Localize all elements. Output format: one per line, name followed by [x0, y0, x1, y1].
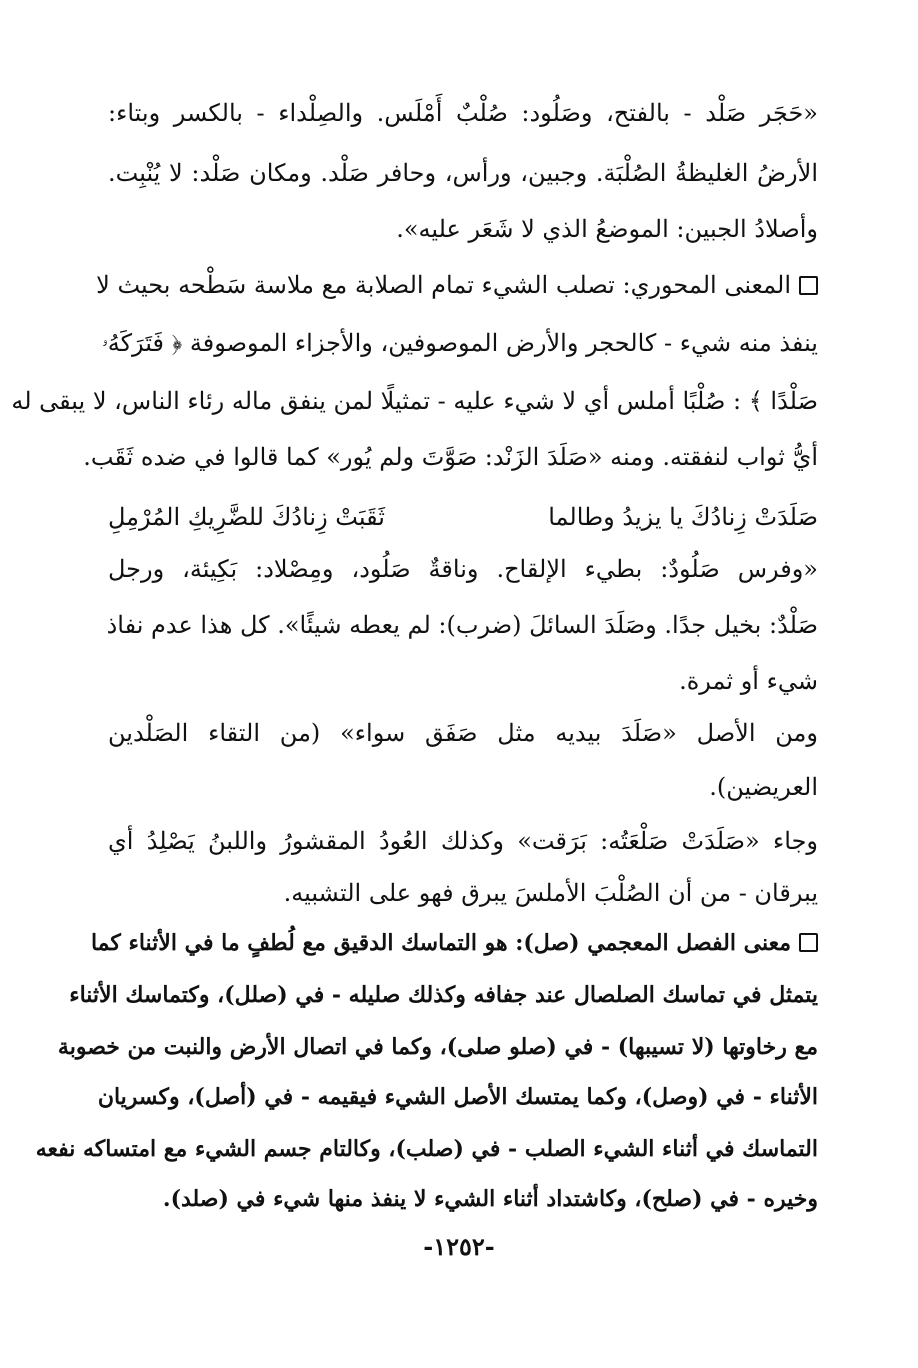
section-text: المعنى المحوري: تصلب الشيء تمام الصلابة مع ملاسة سَطْحه بحيث لا: [96, 271, 791, 299]
text-line: مع رخاوتها (لا تسيبها) - في (صلو صلى)، وكما في اتصال الأرض والنبت من خصوبة: [57, 1034, 818, 1060]
text-line: أيُّ ثواب لنفقته. ومنه «صَلَدَ الزَنْد: صَوَّتَ ولم يُور» كما قالوا في ضده ثَقَب.: [83, 443, 818, 471]
verse-first-hemistich: صَلَدَتْ زِنادُكَ يا يزيدُ وطالما: [548, 503, 818, 531]
text-line: وجاء «صَلَدَتْ صَلْعَتُه: بَرَقت» وكذلك العُودُ المقشورُ واللبنُ يَصْلِدُ أي: [108, 827, 818, 855]
text-line: شيء أو ثمرة.: [679, 667, 818, 695]
text-line: ينفذ منه شيء - كالحجر والأرض الموصوفين، والأجزاء الموصوفة ﴿ فَتَرَكَهُۥ: [101, 329, 818, 357]
text-line: [96, 268, 818, 302]
text-line: يتمثل في تماسك الصلصال عند جفافه وكذلك صليله - في (صلل)، وكتماسك الأثناء: [69, 982, 818, 1008]
checkbox-square-icon: [799, 933, 818, 952]
text-line: يبرقان - من أن الصُلْبَ الأملسَ يبرق فهو على التشبيه.: [283, 879, 818, 907]
page-number: -١٢٥٢-: [423, 1232, 495, 1261]
text-line: الأثناء - في (وصل)، وكما يمتسك الأصل الشيء فيقيمه - في (أصل)، وكسريان: [97, 1084, 818, 1110]
text-line: التماسك في أثناء الشيء الصلب - في (صلب)، وكالتام جسم الشيء مع امتساكه نفعه: [35, 1136, 818, 1162]
text-line: [90, 926, 818, 960]
text-line: «وفرس صَلُودٌ: بطيء الإلقاح. وناقةٌ صَلُود، ومِصْلاد: بَكِيئة، ورجل: [108, 555, 818, 583]
text-line: وأصلادُ الجبين: الموضعُ الذي لا شَعَر عليه».: [396, 215, 818, 243]
text-line: الأرضُ الغليظةُ الصُلْبَة. وجبين، ورأس، وحافر صَلْد. ومكان صَلْد: لا يُنْبِت.: [108, 159, 818, 187]
text-line: صَلْدًا ﴾ : صُلْبًا أملس أي لا شيء عليه - تمثيلًا لمن ينفق ماله رئاء الناس، لا يبقى له: [11, 387, 818, 415]
section-text: معنى الفصل المعجمي (صل): هو التماسك الدقيق مع لُطفٍ ما في الأثناء كما: [90, 930, 791, 956]
checkbox-square-icon: [799, 276, 818, 295]
text-line: صَلْدٌ: بخيل جدًا. وصَلَدَ السائلَ (ضرب): لم يعطه شيئًا». كل هذا عدم نفاذ: [106, 611, 818, 639]
verse-second-hemistich: ثَقَبَتْ زِنادُكَ للضَّرِيكِ المُرْمِلِ: [108, 503, 385, 531]
text-line: وخيره - في (صلح)، وكاشتداد أثناء الشيء لا ينفذ منها شيء في (صلد).: [162, 1186, 818, 1212]
text-line: «حَجَر صَلْد - بالفتح، وصَلُود: صُلْبٌ أَمْلَس. والصِلْداء - بالكسر وبتاء:: [108, 99, 818, 127]
text-line: ومن الأصل «صَلَدَ بيديه مثل صَفَق سواء» (من التقاء الصَلْدين: [108, 719, 818, 747]
text-line: العريضين).: [709, 773, 818, 801]
